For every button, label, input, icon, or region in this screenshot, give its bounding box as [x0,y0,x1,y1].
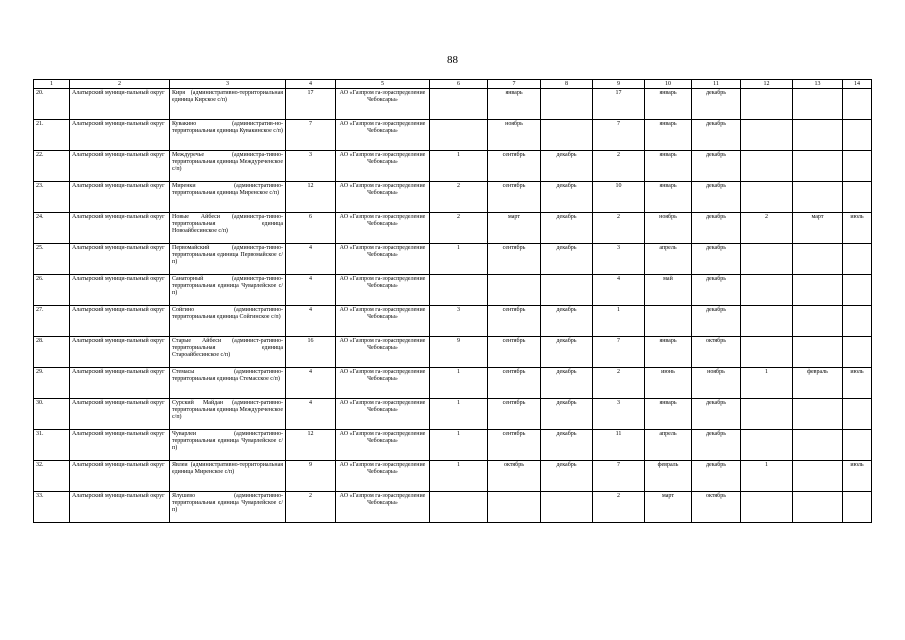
cell-col-14 [843,275,872,306]
cell-col-9: 7 [593,461,645,492]
cell-col-7 [488,492,541,523]
cell-col-8 [541,120,593,151]
row-number: 30. [34,399,70,430]
cell-col-9: 4 [593,275,645,306]
total-count-cell: 12 [286,430,336,461]
data-table [33,79,872,523]
column-header: 14 [843,80,872,89]
cell-col-8 [541,89,593,120]
cell-col-12 [741,492,793,523]
cell-col-10: май [645,275,692,306]
cell-col-10: апрель [645,244,692,275]
cell-col-9: 10 [593,182,645,213]
cell-col-11: декабрь [692,244,741,275]
cell-col-14: июль [843,461,872,492]
row-number: 23. [34,182,70,213]
municipal-district-cell: Алатырский муници-пальный округ [70,430,170,461]
settlement-cell: Новые Айбеси (администра-тивно-территориальная единица Новоайбесинское с/п) [170,213,286,244]
organization-cell: АО «Газпром га-зораспределение Чебоксары» [336,120,430,151]
cell-col-11: декабрь [692,399,741,430]
organization-cell: АО «Газпром га-зораспределение Чебоксары» [336,430,430,461]
total-count-cell: 4 [286,306,336,337]
cell-col-13 [793,430,843,461]
column-header: 12 [741,80,793,89]
cell-col-6 [430,275,488,306]
column-header: 4 [286,80,336,89]
settlement-cell: Киря (административно-территориальная единица Кирское с/п) [170,89,286,120]
cell-col-6 [430,120,488,151]
cell-col-11: декабрь [692,182,741,213]
cell-col-14 [843,120,872,151]
organization-cell: АО «Газпром га-зораспределение Чебоксары» [336,461,430,492]
organization-cell: АО «Газпром га-зораспределение Чебоксары» [336,306,430,337]
cell-col-13: март [793,213,843,244]
cell-col-9: 2 [593,213,645,244]
table-row [34,151,872,182]
total-count-cell: 3 [286,151,336,182]
total-count-cell: 16 [286,337,336,368]
cell-col-12 [741,120,793,151]
table-row [34,399,872,430]
cell-col-13 [793,461,843,492]
cell-col-8: декабрь [541,213,593,244]
row-number: 21. [34,120,70,151]
cell-col-14 [843,244,872,275]
municipal-district-cell: Алатырский муници-пальный округ [70,368,170,399]
cell-col-10: январь [645,151,692,182]
cell-col-9: 7 [593,337,645,368]
total-count-cell: 17 [286,89,336,120]
cell-col-12: 1 [741,368,793,399]
cell-col-10: июнь [645,368,692,399]
cell-col-14 [843,89,872,120]
column-header: 11 [692,80,741,89]
total-count-cell: 4 [286,244,336,275]
municipal-district-cell: Алатырский муници-пальный округ [70,120,170,151]
table-row [34,492,872,523]
cell-col-14 [843,151,872,182]
cell-col-14: июль [843,213,872,244]
cell-col-8 [541,275,593,306]
cell-col-9: 2 [593,151,645,182]
organization-cell: АО «Газпром га-зораспределение Чебоксары» [336,337,430,368]
row-number: 29. [34,368,70,399]
organization-cell: АО «Газпром га-зораспределение Чебоксары» [336,492,430,523]
cell-col-10: январь [645,337,692,368]
table-row [34,244,872,275]
row-number: 27. [34,306,70,337]
municipal-district-cell: Алатырский муници-пальный округ [70,244,170,275]
cell-col-6: 1 [430,430,488,461]
cell-col-8: декабрь [541,399,593,430]
total-count-cell: 12 [286,182,336,213]
cell-col-6: 2 [430,182,488,213]
cell-col-12 [741,244,793,275]
organization-cell: АО «Газпром га-зораспределение Чебоксары» [336,244,430,275]
cell-col-11: ноябрь [692,368,741,399]
cell-col-10: январь [645,182,692,213]
cell-col-11: декабрь [692,306,741,337]
row-number: 24. [34,213,70,244]
column-header: 2 [70,80,170,89]
municipal-district-cell: Алатырский муници-пальный округ [70,399,170,430]
row-number: 28. [34,337,70,368]
cell-col-12: 1 [741,461,793,492]
cell-col-10: январь [645,120,692,151]
cell-col-10 [645,306,692,337]
cell-col-11: декабрь [692,213,741,244]
cell-col-6: 1 [430,151,488,182]
cell-col-10: март [645,492,692,523]
cell-col-13 [793,399,843,430]
cell-col-14 [843,182,872,213]
total-count-cell: 4 [286,399,336,430]
cell-col-6: 1 [430,244,488,275]
cell-col-7: сентябрь [488,244,541,275]
table-row [34,275,872,306]
total-count-cell: 2 [286,492,336,523]
cell-col-14 [843,492,872,523]
row-number: 20. [34,89,70,120]
cell-col-7: сентябрь [488,368,541,399]
cell-col-7 [488,275,541,306]
cell-col-7: сентябрь [488,151,541,182]
cell-col-10: апрель [645,430,692,461]
cell-col-13 [793,89,843,120]
column-header: 5 [336,80,430,89]
cell-col-8: декабрь [541,337,593,368]
cell-col-6: 1 [430,461,488,492]
municipal-district-cell: Алатырский муници-пальный округ [70,492,170,523]
municipal-district-cell: Алатырский муници-пальный округ [70,182,170,213]
cell-col-6: 1 [430,368,488,399]
table-row [34,182,872,213]
municipal-district-cell: Алатырский муници-пальный округ [70,306,170,337]
cell-col-8 [541,492,593,523]
table-row [34,430,872,461]
organization-cell: АО «Газпром га-зораспределение Чебоксары» [336,151,430,182]
header-row [34,80,872,89]
settlement-cell: Миренки (административно-территориальная единица Миренское с/п) [170,182,286,213]
municipal-district-cell: Алатырский муници-пальный округ [70,213,170,244]
cell-col-10: февраль [645,461,692,492]
municipal-district-cell: Алатырский муници-пальный округ [70,337,170,368]
total-count-cell: 4 [286,275,336,306]
cell-col-12 [741,430,793,461]
cell-col-14 [843,337,872,368]
row-number: 25. [34,244,70,275]
settlement-cell: Междуречье (администра-тивно-территориальная единица Междуреченское с/п) [170,151,286,182]
cell-col-14: июль [843,368,872,399]
cell-col-11: декабрь [692,89,741,120]
cell-col-10: январь [645,89,692,120]
column-header: 7 [488,80,541,89]
row-number: 26. [34,275,70,306]
column-header: 3 [170,80,286,89]
organization-cell: АО «Газпром га-зораспределение Чебоксары» [336,213,430,244]
cell-col-14 [843,430,872,461]
column-header: 1 [34,80,70,89]
organization-cell: АО «Газпром га-зораспределение Чебоксары» [336,275,430,306]
total-count-cell: 6 [286,213,336,244]
cell-col-6: 3 [430,306,488,337]
cell-col-12 [741,399,793,430]
table-body [34,89,872,523]
cell-col-6: 2 [430,213,488,244]
municipal-district-cell: Алатырский муници-пальный округ [70,275,170,306]
cell-col-6: 9 [430,337,488,368]
cell-col-13: февраль [793,368,843,399]
table-row [34,368,872,399]
cell-col-11: декабрь [692,120,741,151]
cell-col-8: декабрь [541,151,593,182]
cell-col-8: декабрь [541,368,593,399]
cell-col-12 [741,306,793,337]
cell-col-14 [843,306,872,337]
cell-col-9: 11 [593,430,645,461]
cell-col-11: декабрь [692,461,741,492]
cell-col-13 [793,244,843,275]
table-row [34,89,872,120]
cell-col-6: 1 [430,399,488,430]
cell-col-9: 17 [593,89,645,120]
cell-col-11: декабрь [692,275,741,306]
page-number: 88 [447,54,458,66]
cell-col-11: декабрь [692,430,741,461]
settlement-cell: Санаторный (администра-тивно-территориальная единица Чуварлейское с/п) [170,275,286,306]
settlement-cell: Ялушево (административно-территориальная единица Чуварлейское с/п) [170,492,286,523]
cell-col-7: март [488,213,541,244]
settlement-cell: Стемасы (административно-территориальная единица Стемасское с/п) [170,368,286,399]
municipal-district-cell: Алатырский муници-пальный округ [70,461,170,492]
settlement-cell: Первомайский (администра-тивно-территориальная единица Первомайское с/п) [170,244,286,275]
column-header: 10 [645,80,692,89]
organization-cell: АО «Газпром га-зораспределение Чебоксары» [336,182,430,213]
cell-col-6 [430,492,488,523]
cell-col-14 [843,399,872,430]
cell-col-7: ноябрь [488,120,541,151]
table-row [34,213,872,244]
table-row [34,306,872,337]
cell-col-9: 2 [593,368,645,399]
cell-col-9: 2 [593,492,645,523]
cell-col-13 [793,151,843,182]
column-header: 13 [793,80,843,89]
cell-col-13 [793,275,843,306]
table-row [34,120,872,151]
cell-col-12 [741,151,793,182]
cell-col-7: сентябрь [488,182,541,213]
cell-col-8: декабрь [541,461,593,492]
table-row [34,337,872,368]
row-number: 22. [34,151,70,182]
cell-col-7: сентябрь [488,430,541,461]
settlement-cell: Явлеи (административно-территориальная единица Миренское с/п) [170,461,286,492]
table-row [34,461,872,492]
column-header: 8 [541,80,593,89]
column-header: 9 [593,80,645,89]
cell-col-8: декабрь [541,182,593,213]
cell-col-12 [741,275,793,306]
row-number: 31. [34,430,70,461]
cell-col-7: сентябрь [488,337,541,368]
row-number: 33. [34,492,70,523]
settlement-cell: Сурский Майдан (админист-ративно-территориальная единица Междуреченское с/п) [170,399,286,430]
total-count-cell: 7 [286,120,336,151]
organization-cell: АО «Газпром га-зораспределение Чебоксары» [336,399,430,430]
cell-col-7: январь [488,89,541,120]
cell-col-8: декабрь [541,306,593,337]
municipal-district-cell: Алатырский муници-пальный округ [70,89,170,120]
settlement-cell: Старые Айбеси (админист-ративно-территориальная единица Староайбесинское с/п) [170,337,286,368]
cell-col-13 [793,337,843,368]
cell-col-13 [793,492,843,523]
cell-col-7: октябрь [488,461,541,492]
organization-cell: АО «Газпром га-зораспределение Чебоксары» [336,368,430,399]
cell-col-10: январь [645,399,692,430]
cell-col-7: сентябрь [488,306,541,337]
cell-col-13 [793,306,843,337]
total-count-cell: 9 [286,461,336,492]
cell-col-11: октябрь [692,337,741,368]
total-count-cell: 4 [286,368,336,399]
cell-col-6 [430,89,488,120]
cell-col-11: декабрь [692,151,741,182]
cell-col-9: 7 [593,120,645,151]
cell-col-12: 2 [741,213,793,244]
settlement-cell: Кувакино (административ-но-территориальная единица Кувакинское с/п) [170,120,286,151]
municipal-district-cell: Алатырский муници-пальный округ [70,151,170,182]
organization-cell: АО «Газпром га-зораспределение Чебоксары» [336,89,430,120]
cell-col-11: октябрь [692,492,741,523]
row-number: 32. [34,461,70,492]
settlement-cell: Сойгино (административно-территориальная единица Сойгинское с/п) [170,306,286,337]
cell-col-9: 3 [593,399,645,430]
cell-col-12 [741,337,793,368]
cell-col-7: сентябрь [488,399,541,430]
settlement-cell: Чуварлеи (административно-территориальная единица Чуварлейское с/п) [170,430,286,461]
cell-col-12 [741,182,793,213]
cell-col-9: 3 [593,244,645,275]
cell-col-8: декабрь [541,430,593,461]
cell-col-10: ноябрь [645,213,692,244]
cell-col-13 [793,120,843,151]
cell-col-9: 1 [593,306,645,337]
cell-col-8: декабрь [541,244,593,275]
cell-col-13 [793,182,843,213]
column-header: 6 [430,80,488,89]
cell-col-12 [741,89,793,120]
